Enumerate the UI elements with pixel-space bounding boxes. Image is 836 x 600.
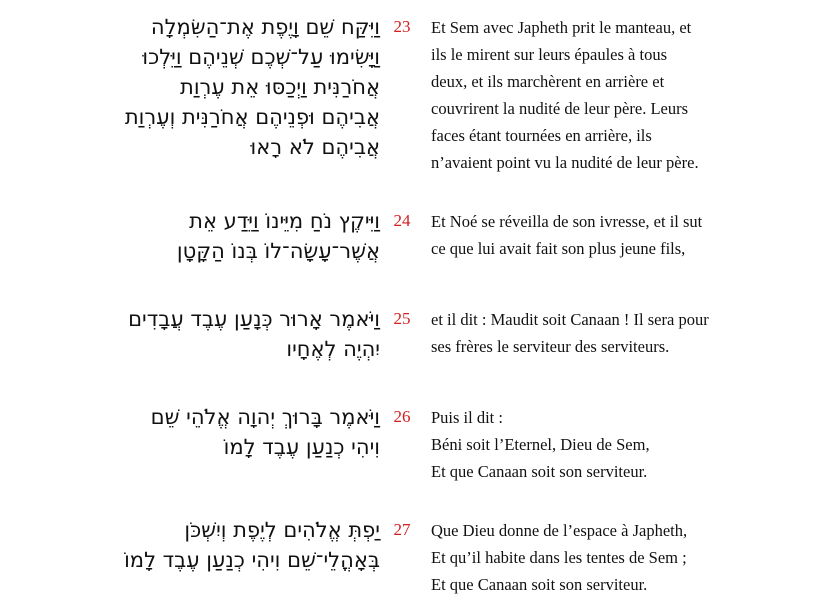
french-line: faces étant tournées en arrière, ils	[431, 126, 652, 145]
french-line: ils le mirent sur leurs épaules à tous	[431, 45, 667, 64]
french-line: Puis il dit :	[431, 408, 503, 427]
hebrew-line: וַיִּקַּח שֵׁם וָיֶפֶת אֶת־הַשִּׂמְלָה	[150, 15, 380, 39]
french-line: Et que Canaan soit son serviteur.	[431, 462, 648, 481]
hebrew-line: בְּאָהֳלֵי־שֵׁם וִיהִי כְנַעַן עֶבֶד לָמוֹ	[124, 548, 380, 572]
hebrew-line: יַפְתְּ אֱלֹהִים לְיֶפֶת וְיִשְׁכֹּן	[184, 518, 380, 542]
french-line: Béni soit l’Eternel, Dieu de Sem,	[431, 435, 650, 454]
french-line: et il dit : Maudit soit Canaan ! Il sera pour	[431, 310, 709, 329]
french-line: Et qu’il habite dans les tentes de Sem ;	[431, 548, 687, 567]
french-text	[431, 306, 831, 360]
hebrew-text	[80, 304, 380, 364]
hebrew-line: אֲחֹרַנִּית וַיְכַסּוּ אֵת עֶרְוַת	[180, 75, 380, 99]
verse-number: 25	[393, 309, 411, 328]
french-line: deux, et ils marchèrent en arrière et	[431, 72, 665, 91]
hebrew-line: אֲבִיהֶם לֹא רָאוּ	[250, 135, 380, 159]
hebrew-line: אֲבִיהֶם וּפְנֵיהֶם אֲחֹרַנִּית וְעֶרְוַת	[124, 105, 380, 129]
french-line: couvrirent la nudité de leur père. Leurs	[431, 99, 689, 118]
french-line: Et que Canaan soit son serviteur.	[431, 575, 648, 594]
hebrew-line: וַיָּשִׂימוּ עַל־שְׁכֶם שְׁנֵיהֶם וַיֵּלְכוּ	[142, 45, 380, 69]
french-text	[431, 404, 831, 485]
hebrew-line: יִהְיֶה לְאֶחָיו	[286, 337, 380, 361]
hebrew-text	[80, 402, 380, 462]
french-text	[431, 208, 831, 262]
verse-number: 27	[393, 520, 411, 539]
french-text	[431, 14, 831, 176]
french-line: Et Noé se réveilla de son ivresse, et il sut	[431, 212, 703, 231]
verse-number: 23	[393, 17, 411, 36]
french-line: ce que lui avait fait son plus jeune fils,	[431, 239, 686, 258]
french-text	[431, 517, 831, 598]
hebrew-line: וַיֹּאמֶר בָּרוּךְ יְהוָה אֱלֹהֵי שֵׁם	[150, 405, 380, 429]
hebrew-text	[80, 206, 380, 266]
french-line: n’avaient point vu la nudité de leur père.	[431, 153, 699, 172]
verse-number: 26	[393, 407, 411, 426]
french-line: Et Sem avec Japheth prit le manteau, et	[431, 18, 692, 37]
hebrew-line: וִיהִי כְנַעַן עֶבֶד לָמוֹ	[223, 435, 380, 459]
french-line: Que Dieu donne de l’espace à Japheth,	[431, 521, 688, 540]
hebrew-line: וַיִּיקֶץ נֹחַ מִיֵּינוֹ וַיֵּדַע אֵת	[189, 209, 380, 233]
hebrew-text	[80, 12, 380, 162]
hebrew-line: אֲשֶׁר־עָשָׂה־לוֹ בְּנוֹ הַקָּטָן	[176, 239, 380, 263]
hebrew-line: וַיֹּאמֶר אָרוּר כְּנָעַן עֶבֶד עֲבָדִים	[128, 307, 380, 331]
hebrew-text	[80, 515, 380, 575]
verse-number: 24	[393, 211, 411, 230]
french-line: ses frères le serviteur des serviteurs.	[431, 337, 670, 356]
